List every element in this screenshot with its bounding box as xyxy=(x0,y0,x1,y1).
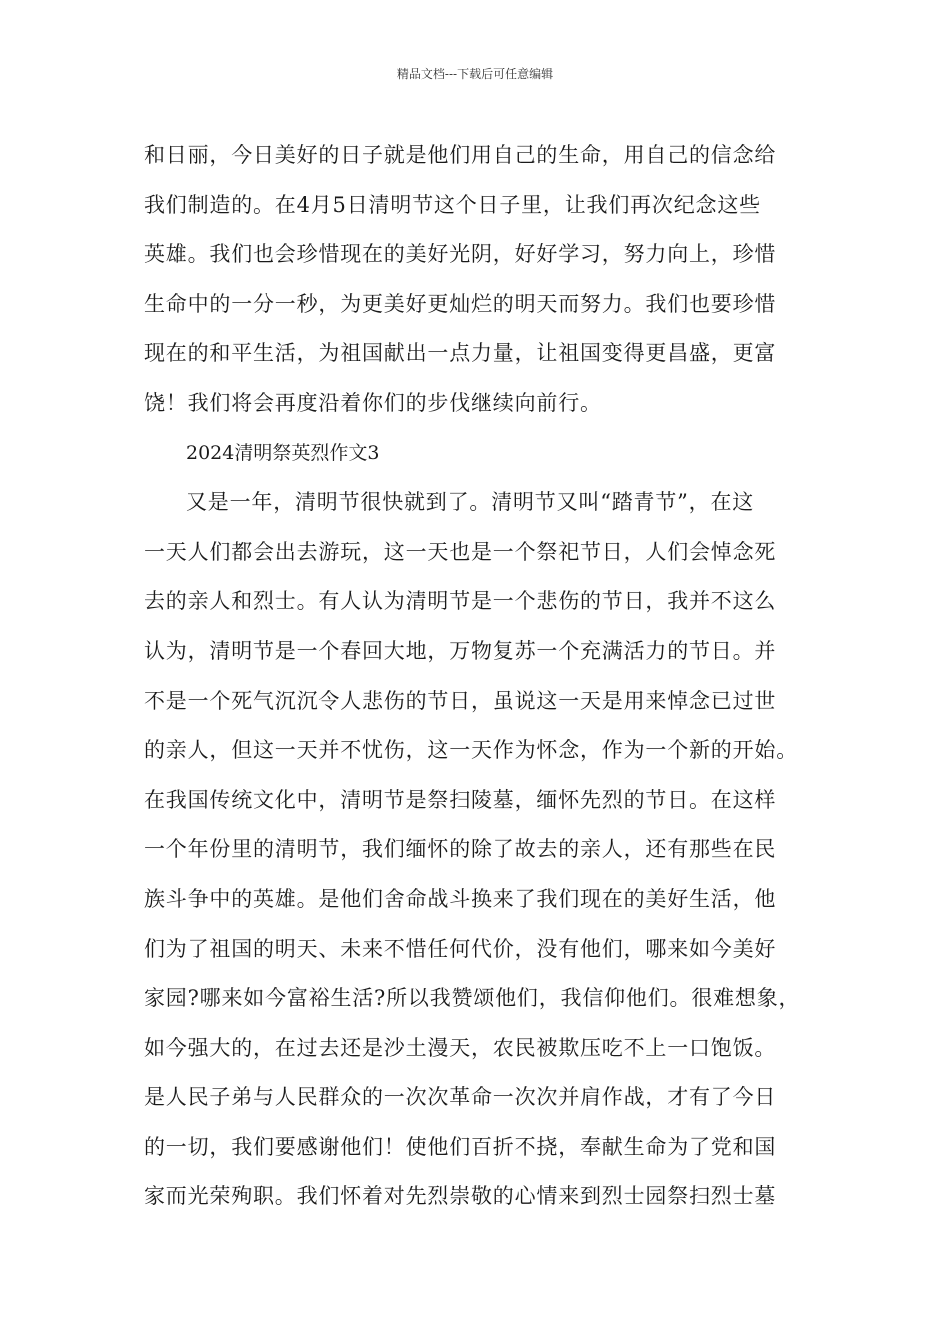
text-line: 族斗争中的英雄。是他们舍命战斗换来了我们现在的美好生活，他 xyxy=(144,886,777,911)
text-line: 家园?哪来如今富裕生活?所以我赞颂他们，我信仰他们。很难想象， xyxy=(144,986,801,1011)
text-line: 的亲人，但这一天并不忧伤，这一天作为怀念，作为一个新的开始。 xyxy=(144,738,798,763)
text-line: 去的亲人和烈士。有人认为清明节是一个悲伤的节日，我并不这么 xyxy=(144,589,777,614)
text-line: 英雄。我们也会珍惜现在的美好光阴，好好学习，努力向上，珍惜 xyxy=(144,242,777,267)
text-line: 我们制造的。在4月5日清明节这个日子里，让我们再次纪念这些 xyxy=(144,192,761,217)
page-header: 精品文档---下载后可任意编辑 xyxy=(396,67,554,81)
text-line: 的一切，我们要感谢他们！使他们百折不挠，奉献生命为了党和国 xyxy=(144,1134,777,1159)
text-line: 生命中的一分一秒，为更美好更灿烂的明天而努力。我们也要珍惜 xyxy=(144,291,777,316)
text-line: 们为了祖国的明天、未来不惜任何代价，没有他们，哪来如今美好 xyxy=(144,936,777,961)
text-line: 和日丽，今日美好的日子就是他们用自己的生命，用自己的信念给 xyxy=(144,143,777,167)
text-line: 现在的和平生活，为祖国献出一点力量，让祖国变得更昌盛，更富 xyxy=(144,341,777,366)
section-heading: 2024清明祭英烈作文3 xyxy=(186,441,380,464)
text-line: 认为，清明节是一个春回大地，万物复苏一个充满活力的节日。并 xyxy=(144,638,777,663)
document-body xyxy=(144,131,814,1222)
text-line: 在我国传统文化中，清明节是祭扫陵墓，缅怀先烈的节日。在这样 xyxy=(144,787,777,812)
text-line: 是人民子弟与人民群众的一次次革命一次次并肩作战，才有了今日 xyxy=(144,1085,777,1110)
text-line: 又是一年，清明节很快就到了。清明节又叫“踏青节”，在这 xyxy=(186,490,755,515)
text-line: 一个年份里的清明节，我们缅怀的除了故去的亲人，还有那些在民 xyxy=(144,837,777,862)
text-line: 不是一个死气沉沉令人悲伤的节日，虽说这一天是用来悼念已过世 xyxy=(144,688,777,713)
text-line: 如今强大的，在过去还是沙土漫天，农民被欺压吃不上一口饱饭。 xyxy=(144,1035,777,1060)
text-line: 饶！我们将会再度沿着你们的步伐继续向前行。 xyxy=(144,390,602,415)
text-line: 家而光荣殉职。我们怀着对先烈崇敬的心情来到烈士园祭扫烈士墓 xyxy=(144,1184,777,1209)
text-line: 一天人们都会出去游玩，这一天也是一个祭祀节日，人们会悼念死 xyxy=(144,539,777,564)
